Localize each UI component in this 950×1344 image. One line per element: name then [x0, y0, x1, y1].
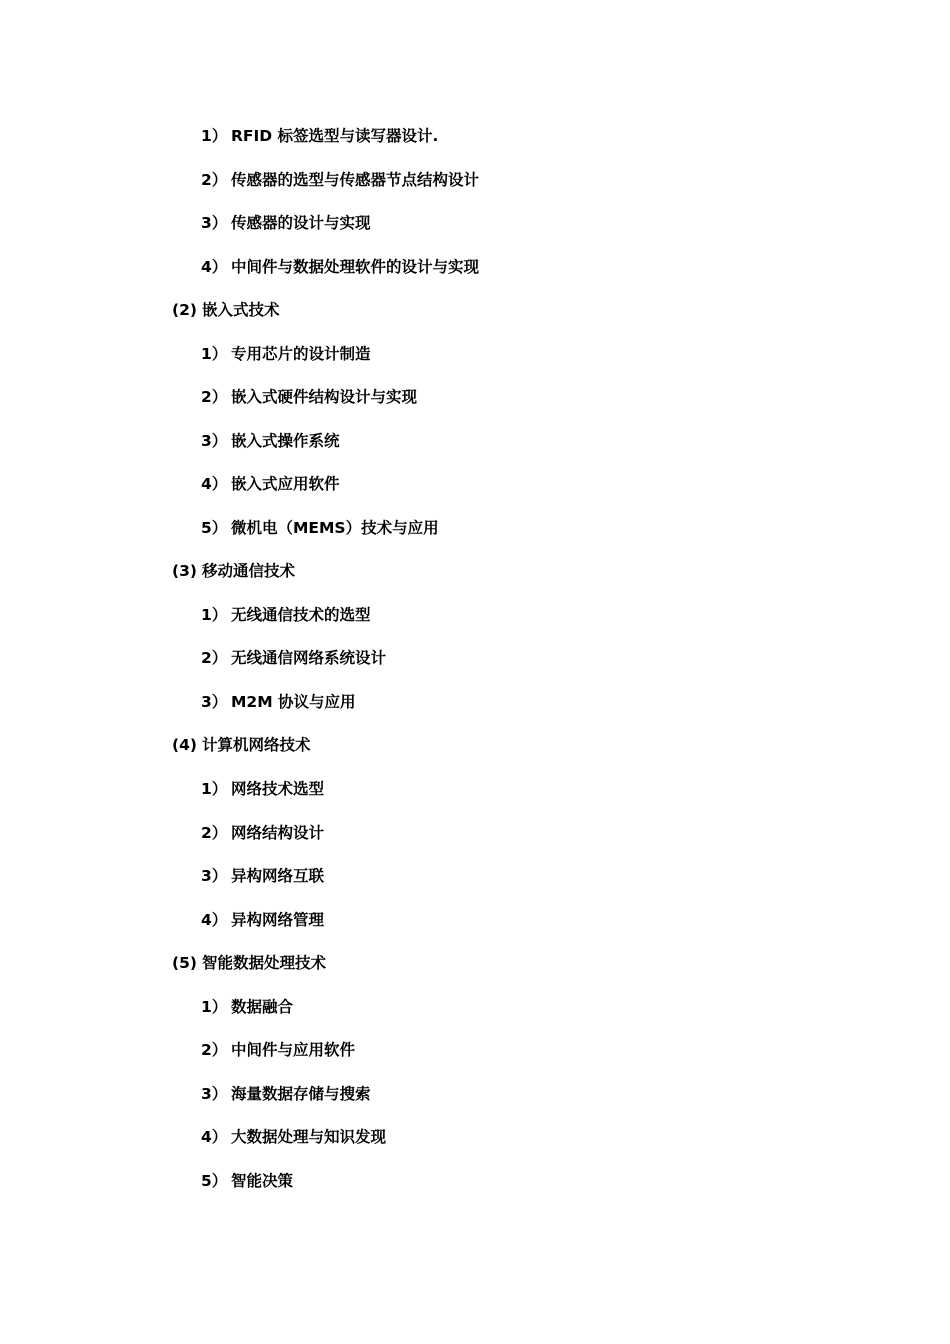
item-number: 2） [201, 388, 228, 406]
item-number: 1） [201, 345, 228, 363]
section-number: (4) [172, 736, 197, 754]
item-text: 异构网络管理 [231, 911, 325, 929]
list-item [201, 603, 371, 627]
item-text: 数据融合 [231, 998, 294, 1016]
list-item [201, 1082, 371, 1106]
item-number: 4） [201, 911, 228, 929]
item-text: 无线通信网络系统设计 [231, 649, 387, 667]
item-number: 3） [201, 867, 228, 885]
list-item [201, 1169, 293, 1193]
list-item [201, 908, 324, 932]
section-number: (5) [172, 954, 197, 972]
item-text: 嵌入式操作系统 [231, 432, 340, 450]
item-number: 3） [201, 432, 228, 450]
list-item [201, 1125, 386, 1149]
item-text: 嵌入式硬件结构设计与实现 [231, 388, 418, 406]
item-text: 传感器的选型与传感器节点结构设计 [231, 171, 480, 189]
section-heading [172, 559, 295, 583]
item-text: 传感器的设计与实现 [231, 214, 371, 232]
item-number: 1） [201, 998, 228, 1016]
item-text: 中间件与数据处理软件的设计与实现 [231, 258, 480, 276]
item-text: 中间件与应用软件 [231, 1041, 356, 1059]
list-item [201, 516, 439, 540]
section-number: (2) [172, 301, 197, 319]
section-title: 计算机网络技术 [202, 736, 311, 754]
list-item [201, 777, 324, 801]
list-item [201, 255, 479, 279]
section-title: 嵌入式技术 [202, 301, 280, 319]
item-number: 1） [201, 780, 228, 798]
list-item [201, 211, 371, 235]
item-text: 智能决策 [231, 1172, 294, 1190]
item-text: 大数据处理与知识发现 [231, 1128, 387, 1146]
item-text: 网络结构设计 [231, 824, 325, 842]
item-text: 网络技术选型 [231, 780, 325, 798]
section-title: 移动通信技术 [202, 562, 296, 580]
list-item [201, 646, 386, 670]
item-text: RFID 标签选型与读写器设计. [231, 127, 439, 145]
item-number: 1） [201, 606, 228, 624]
item-number: 4） [201, 258, 228, 276]
item-number: 2） [201, 1041, 228, 1059]
item-text: M2M 协议与应用 [231, 693, 356, 711]
item-number: 5） [201, 519, 228, 537]
item-number: 4） [201, 475, 228, 493]
section-heading [172, 298, 280, 322]
section-heading [172, 733, 311, 757]
item-number: 2） [201, 171, 228, 189]
item-text: 微机电（MEMS）技术与应用 [231, 519, 439, 537]
item-text: 海量数据存储与搜索 [231, 1085, 371, 1103]
item-text: 无线通信技术的选型 [231, 606, 371, 624]
item-text: 异构网络互联 [231, 867, 325, 885]
list-item [201, 821, 324, 845]
item-text: 嵌入式应用软件 [231, 475, 340, 493]
list-item [201, 429, 340, 453]
item-text: 专用芯片的设计制造 [231, 345, 371, 363]
item-number: 4） [201, 1128, 228, 1146]
list-item [201, 690, 356, 714]
list-item [201, 124, 438, 148]
list-item [201, 385, 417, 409]
item-number: 1） [201, 127, 228, 145]
list-item [201, 995, 293, 1019]
item-number: 5） [201, 1172, 228, 1190]
list-item [201, 1038, 355, 1062]
list-item [201, 472, 340, 496]
item-number: 3） [201, 214, 228, 232]
section-heading [172, 951, 326, 975]
item-number: 3） [201, 693, 228, 711]
section-number: (3) [172, 562, 197, 580]
list-item [201, 168, 479, 192]
list-item [201, 864, 324, 888]
section-title: 智能数据处理技术 [202, 954, 327, 972]
item-number: 3） [201, 1085, 228, 1103]
item-number: 2） [201, 649, 228, 667]
list-item [201, 342, 371, 366]
item-number: 2） [201, 824, 228, 842]
